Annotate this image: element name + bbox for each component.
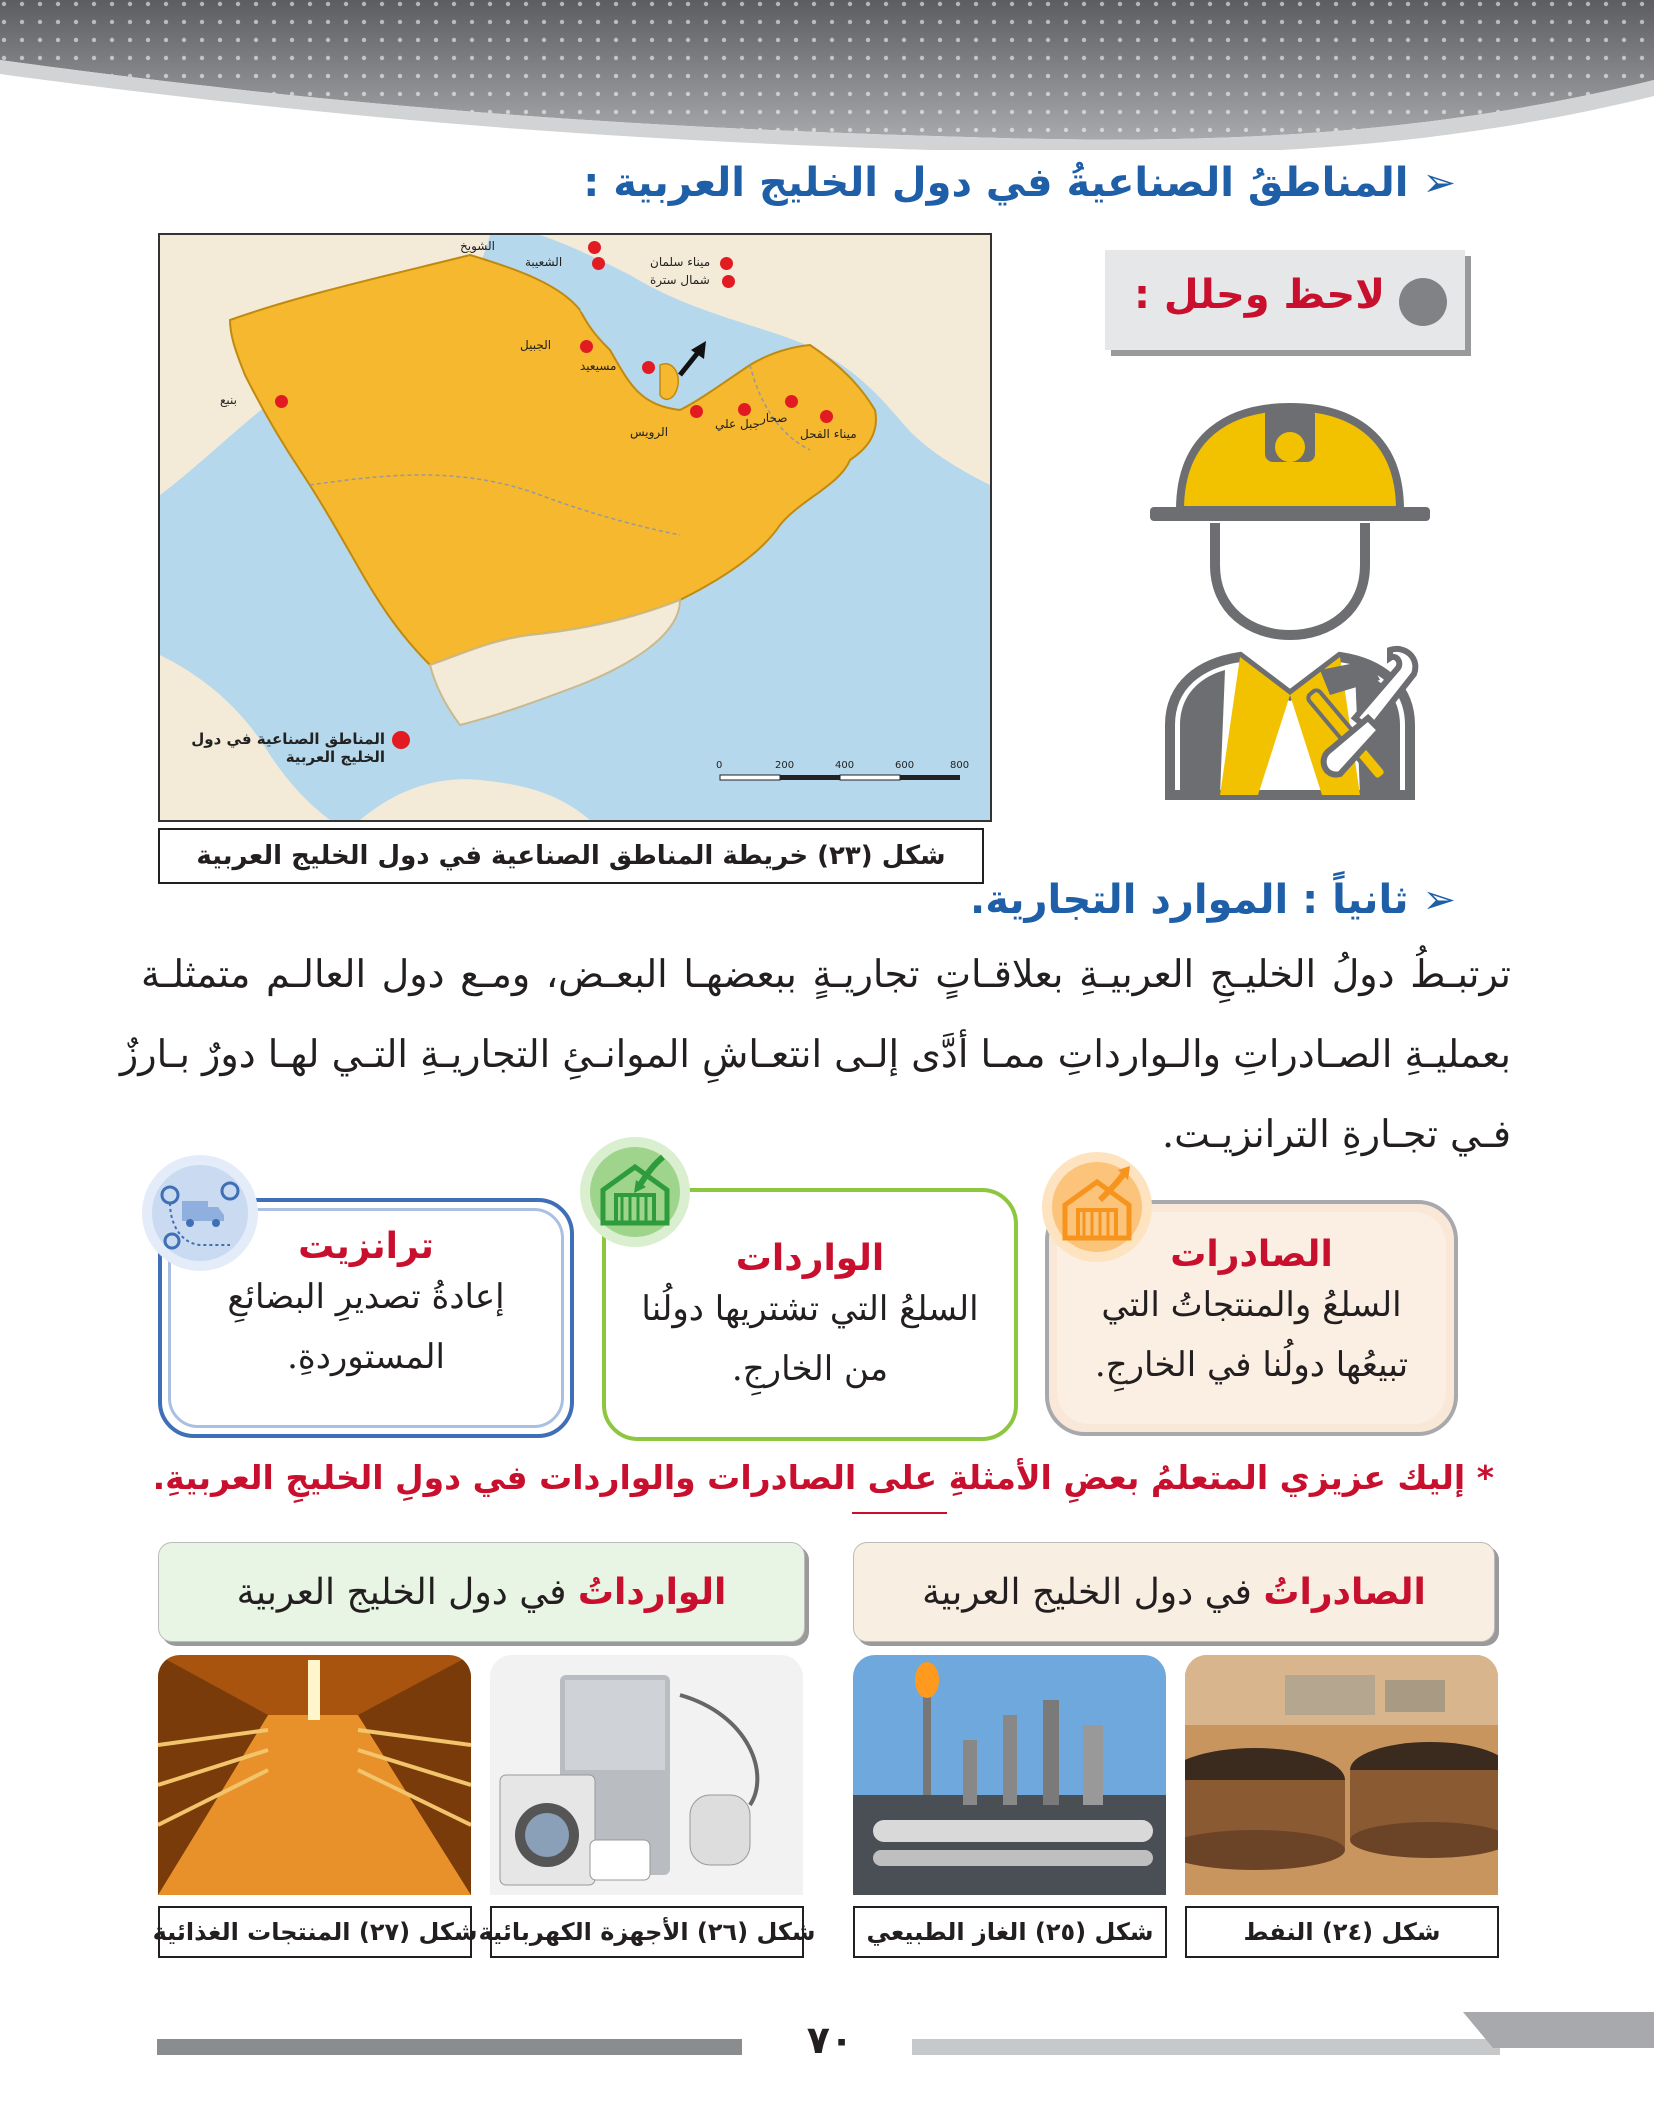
map-city-label: بنبع bbox=[220, 393, 237, 407]
imports-highlight: الوارداتُ bbox=[577, 1571, 727, 1613]
transit-card-title: ترانزيت bbox=[298, 1226, 434, 1267]
map-city-label: الشويخ bbox=[460, 239, 495, 253]
commercial-resources-heading bbox=[970, 877, 1456, 923]
map-marker-icon bbox=[275, 395, 288, 408]
scale-label: 600 bbox=[895, 760, 915, 771]
map-marker-icon bbox=[588, 241, 601, 254]
transit-card-line: المستوردةِ. bbox=[287, 1337, 445, 1377]
map-caption: شكل (٢٣) خريطة المناطق الصناعية في دول الخليج العربية bbox=[158, 828, 984, 884]
map-city-label: الشعيبة bbox=[525, 255, 563, 269]
gas-plant-photo bbox=[853, 1655, 1166, 1895]
bullet-dot-icon bbox=[1399, 278, 1447, 326]
map-marker-icon bbox=[642, 361, 655, 374]
imports-category-box bbox=[158, 1542, 805, 1642]
map-marker-icon bbox=[592, 257, 605, 270]
scale-label: 200 bbox=[775, 760, 795, 771]
map-marker-icon bbox=[722, 275, 735, 288]
map-city-label: شمال سترة bbox=[650, 273, 710, 287]
map-city-label: الجبيل bbox=[520, 338, 552, 352]
map-city-label: مسيعيد bbox=[580, 359, 617, 373]
gas-caption: شكل (٢٥) الغاز الطبيعي bbox=[853, 1906, 1167, 1958]
examples-note: * إليك عزيزي المتعلمُ بعضِ الأمثلةِ على الصادرات والواردات في دولِ الخليجِ العربيةِ. bbox=[152, 1458, 1494, 1497]
map-marker-icon bbox=[580, 340, 593, 353]
exports-category-box bbox=[853, 1542, 1495, 1642]
transit-card-line: إعادةُ تصديرِ البضائعِ bbox=[227, 1277, 505, 1317]
exports-card-line: السلعُ والمنتجاتُ التي bbox=[1101, 1285, 1402, 1325]
scale-label: 400 bbox=[835, 760, 855, 771]
note-underline bbox=[852, 1512, 947, 1514]
map-marker-icon bbox=[820, 410, 833, 423]
worker-icon bbox=[1140, 395, 1440, 815]
map-marker-icon bbox=[690, 405, 703, 418]
map-city-label: صحار bbox=[760, 411, 788, 425]
scale-label: 800 bbox=[950, 760, 970, 771]
food-products-photo bbox=[158, 1655, 471, 1895]
transit-truck-icon bbox=[140, 1153, 260, 1273]
footer-tab bbox=[1463, 2012, 1654, 2048]
electrical-appliances-photo bbox=[490, 1655, 803, 1895]
commercial-resources-heading-text: ثانياً : الموارد التجارية. bbox=[970, 877, 1409, 923]
map-legend-label: المناطق الصناعية في دول الخليج العربية bbox=[191, 730, 385, 766]
map-city-label: الرويس bbox=[630, 425, 669, 439]
section-heading bbox=[583, 160, 1456, 206]
page-number: ٧٠ bbox=[806, 2018, 854, 2062]
exports-card-title: الصادرات bbox=[1170, 1234, 1333, 1275]
paragraph-line: فـي تجـارةِ الترانزيـت. bbox=[1162, 1112, 1511, 1156]
map-city-label: ميناء الفحل bbox=[800, 427, 857, 441]
map-marker-icon bbox=[720, 257, 733, 270]
food-caption: شكل (٢٧) المنتجات الغذائية bbox=[158, 1906, 472, 1958]
footer-bar-right bbox=[912, 2039, 1500, 2055]
map-city-label: جبل علي bbox=[715, 417, 761, 431]
map-marker-icon bbox=[785, 395, 798, 408]
arrow-icon: ➢ bbox=[1422, 160, 1456, 206]
import-warehouse-icon bbox=[578, 1135, 693, 1250]
imports-card-title: الواردات bbox=[735, 1238, 885, 1279]
map-marker-icon bbox=[738, 403, 751, 416]
exports-box-text: في دول الخليج العربية bbox=[922, 1571, 1264, 1613]
section-heading-text: المناطقُ الصناعيةُ في دول الخليج العربية : bbox=[583, 160, 1409, 206]
observe-analyze-box bbox=[1105, 250, 1465, 350]
legend-marker-icon bbox=[392, 731, 410, 749]
top-decorative-banner bbox=[0, 0, 1654, 150]
arrow-icon: ➢ bbox=[1422, 877, 1456, 923]
paragraph-line: ترتبـطُ دولُ الخليـجِ العربيـةِ بعلاقـاتٍ تجاريـةٍ ببعضهـا البعـض، ومـع دول العالـم متمثلـة bbox=[141, 952, 1511, 996]
oil-caption: شكل (٢٤) النفط bbox=[1185, 1906, 1499, 1958]
observe-analyze-label: لاحظ وحلل : bbox=[1133, 272, 1385, 318]
footer-bar-left bbox=[157, 2039, 742, 2055]
map-city-label: ميناء سلمان bbox=[650, 255, 711, 269]
oil-tanks-photo bbox=[1185, 1655, 1498, 1895]
exports-card-line: تبيعُها دولُنا في الخارجِ. bbox=[1094, 1345, 1409, 1385]
electrical-caption: شكل (٢٦) الأجهزة الكهربائية bbox=[490, 1906, 804, 1958]
exports-highlight: الصادراتُ bbox=[1263, 1571, 1426, 1613]
imports-box-text: في دول الخليج العربية bbox=[236, 1571, 578, 1613]
export-warehouse-icon bbox=[1040, 1150, 1155, 1265]
industrial-zones-map bbox=[158, 233, 992, 822]
scale-label: 0 bbox=[716, 760, 723, 771]
paragraph-line: بعمليـةِ الصـادراتِ والـوارداتِ ممـا أدَّى إلـى انتعـاشِ الموانـئِ التجاريـةِ التـي لهـا دورٌ بـارزٌ bbox=[119, 1032, 1511, 1076]
imports-card-line: من الخارجِ. bbox=[731, 1349, 889, 1389]
imports-card-line: السلعُ التي تشتريها دولُنا bbox=[641, 1289, 979, 1329]
